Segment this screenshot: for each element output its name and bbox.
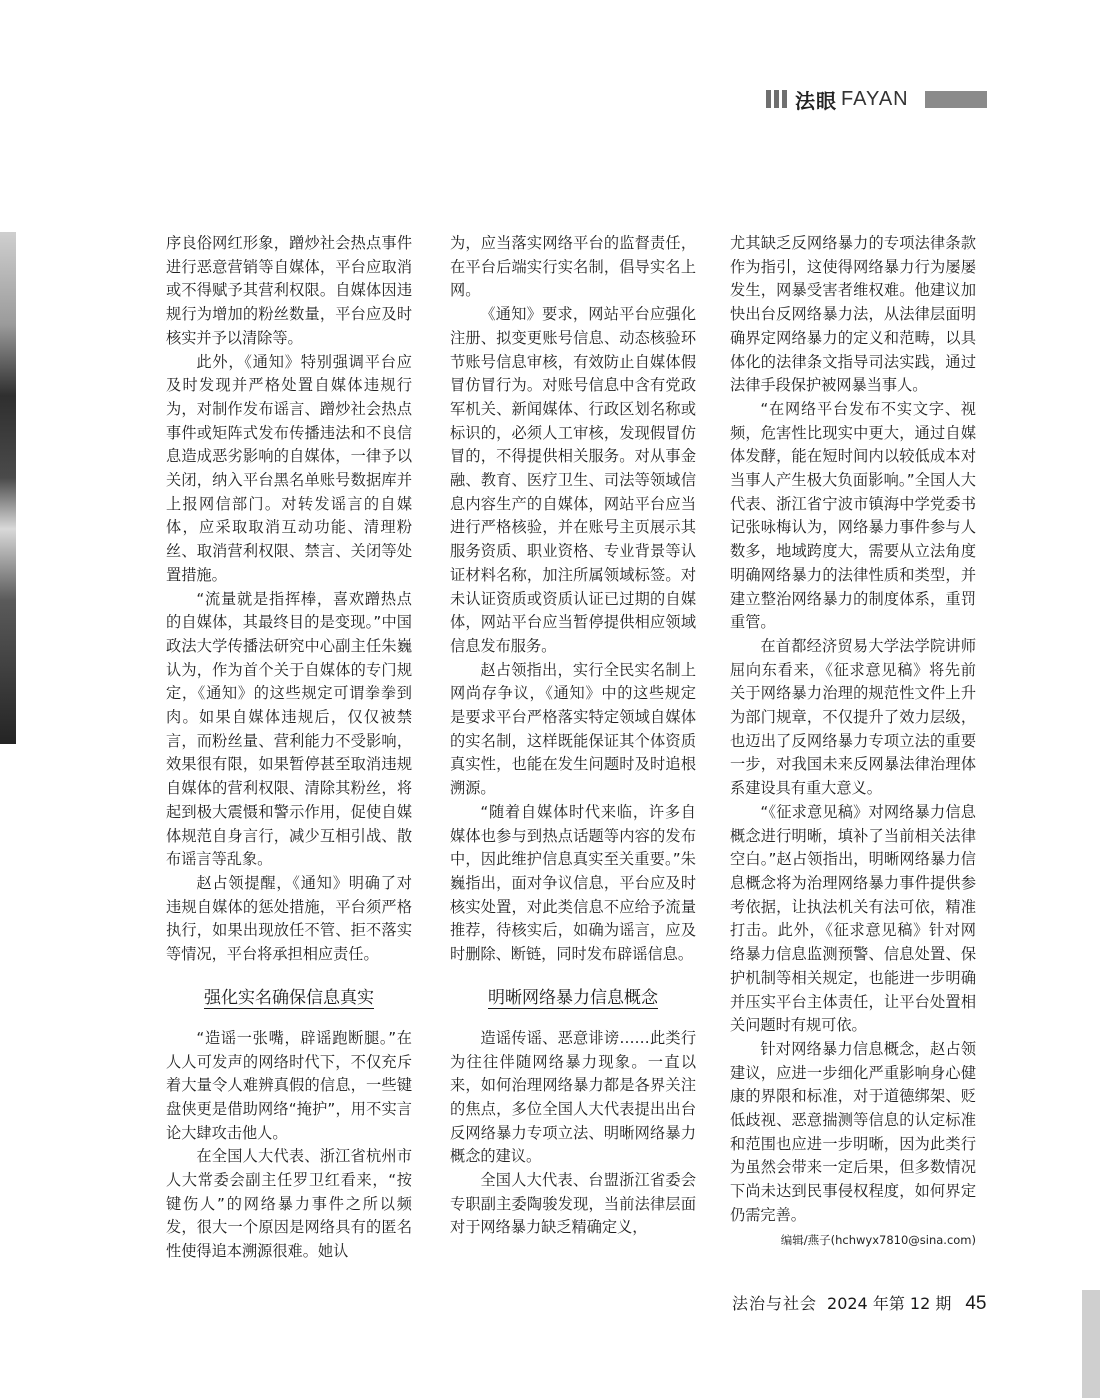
section-title: 法眼	[795, 88, 837, 113]
body-paragraph: 为，应当落实网络平台的监督责任，在平台后端实行实名制，倡导实名上网。	[450, 234, 696, 300]
body-paragraph: 造谣传谣、恶意诽谤……此类行为往往伴随网络暴力现象。一直以来，如何治理网络暴力都是各界关注的焦点，多位全国人大代表提出出台反网络暴力专项立法、明晰网络暴力概念的建议。	[450, 1028, 696, 1166]
body-paragraph: 全国人大代表、台盟浙江省委会专职副主委陶骏发现，当前法律层面对于网络暴力缺乏精确定义，	[450, 1171, 696, 1237]
body-paragraph: “随着自媒体时代来临，许多自媒体也参与到热点话题等内容的发布中，因此维护信息真实至关重要。”朱巍指出，面对争议信息，平台应及时核实处置，对此类信息不应给予流量推荐，待核实后，如确为谣言，应及时删除、断链，同时发布辟谣信息。	[450, 802, 696, 964]
article-column-3	[730, 232, 976, 1250]
body-paragraph: “流量就是指挥棒，喜欢蹭热点的自媒体，其最终目的是变现。”中国政法大学传播法研究中心副主任朱巍认为，作为首个关于自媒体的专门规定，《通知》的这些规定可谓拳拳到肉。如果自媒体违规后，仅仅被禁言，而粉丝量、营利能力不受影响，效果很有限，如果暂停甚至取消违规自媒体的营利权限、清除其粉丝，将起到极大震慑和警示作用，促使自媒体规范自身言行，减少互相引战、散布谣言等乱象。	[166, 589, 412, 869]
section-header	[766, 87, 987, 113]
body-paragraph: “在网络平台发布不实文字、视频，危害性比现实中更大，通过自媒体发酵，能在短时间内以较低成本对当事人产生极大负面影响。”全国人大代表、浙江省宁波市镇海中学党委书记张咏梅认为，网络暴力事件参与人数多，地域跨度大，需要从立法角度明确网络暴力的法律性质和类型，并建立整治网络暴力的制度体系，重罚重管。	[730, 399, 976, 632]
body-paragraph: 赵占领提醒，《通知》明确了对违规自媒体的惩处措施，平台须严格执行，如果出现放任不管、拒不落实等情况，平台将承担相应责任。	[166, 873, 412, 964]
page-number: 45	[965, 1293, 987, 1314]
body-paragraph: 针对网络暴力信息概念，赵占领建议，应进一步细化严重影响身心健康的界限和标准，对于道德绑架、贬低歧视、恶意揣测等信息的认定标准和范围也应进一步明晰，因为此类行为虽然会带来一定后果，但多数情况下尚未达到民事侵权程度，如何界定仍需完善。	[730, 1039, 976, 1224]
publication-name: 法治与社会	[732, 1294, 818, 1313]
header-decor-bar	[925, 91, 987, 108]
body-paragraph: 在全国人大代表、浙江省杭州市人大常委会副主任罗卫红看来，“按键伤人”的网络暴力事件之所以频发，很大一个原因是网络具有的匿名性使得追本溯源很难。她认	[166, 1147, 412, 1261]
body-paragraph: “造谣一张嘴，辟谣跑断腿。”在人人可发声的网络时代下，不仅充斥着大量令人难辨真假的信息，一些键盘侠更是借助网络“掩护”，用不实言论大肆攻击他人。	[166, 1028, 412, 1142]
body-paragraph: 赵占领指出，实行全民实名制上网尚存争议，《通知》中的这些规定是要求平台严格落实特定领域自媒体的实名制，这样既能保证其个体资质真实性，也能在发生问题时及时追根溯源。	[450, 660, 696, 798]
body-paragraph: “《征求意见稿》对网络暴力信息概念进行明晰，填补了当前相关法律空白。”赵占领指出，明晰网络暴力信息概念将为治理网络暴力事件提供参考依据，让执法机关有法可依，精准打击。此外，《征求意见稿》针对网络暴力信息监测预警、信息处置、保护机制等相关规定，也能进一步明确并压实平台主体责任，让平台处置相关问题时有规可依。	[730, 802, 976, 1035]
edge-photo-fragment	[0, 232, 16, 744]
header-bars-icon	[766, 90, 787, 108]
body-paragraph: 此外，《通知》特别强调平台应及时发现并严格处置自媒体违规行为，对制作发布谣言、蹭炒社会热点事件或矩阵式发布传播违法和不良信息造成恶劣影响的自媒体，一律予以关闭，纳入平台黑名单账号数据库并上报网信部门。对转发谣言的自媒体，应采取取消互动功能、清理粉丝、取消营利权限、禁言、关闭等处置措施。	[166, 352, 412, 584]
section-heading: 强化实名确保信息真实	[204, 987, 374, 1008]
article-column-2	[450, 232, 696, 1240]
page-edge-tab	[1082, 1290, 1100, 1398]
page-footer	[732, 1291, 987, 1315]
body-paragraph: 尤其缺乏反网络暴力的专项法律条款作为指引，这使得网络暴力行为屡屡发生，网暴受害者维权难。他建议加快出台反网络暴力法，从法律层面明确界定网络暴力的定义和范畴，以具体化的法律条文指导司法实践，通过法律手段保护被网暴当事人。	[730, 234, 976, 395]
section-heading: 明晰网络暴力信息概念	[488, 987, 658, 1008]
body-paragraph: 在首都经济贸易大学法学院讲师屈向东看来，《征求意见稿》将先前关于网络暴力治理的规范性文件上升为部门规章，不仅提升了效力层级，也迈出了反网络暴力专项立法的重要一步，对我国未来反网暴法律治理体系建设具有重大意义。	[730, 636, 976, 798]
body-paragraph: 《通知》要求，网站平台应强化注册、拟变更账号信息、动态核验环节账号信息审核，有效防止自媒体假冒仿冒行为。对账号信息中含有党政军机关、新闻媒体、行政区划名称或标识的，必须人工审核，发现假冒仿冒的，不得提供相关服务。对从事金融、教育、医疗卫生、司法等领域信息内容生产的自媒体，网站平台应当进行严格核验，并在账号主页展示其服务资质、职业资格、专业背景等认证材料名称，加注所属领域标签。对未认证资质或资质认证已过期的自媒体，网站平台应当暂停提供相应领域信息发布服务。	[450, 305, 696, 655]
section-title-en: FAYAN	[841, 87, 909, 110]
article-column-1	[166, 232, 412, 1264]
body-paragraph: 序良俗网红形象，蹭炒社会热点事件进行恶意营销等自媒体，平台应取消或不得赋予其营利权限。自媒体因违规行为增加的粉丝数量，平台应及时核实并予以清除等。	[166, 234, 412, 347]
issue-label: 2024 年第 12 期	[827, 1294, 952, 1313]
editor-credit: 编辑/燕子(hchwyx7810@sina.com)	[780, 1232, 976, 1247]
